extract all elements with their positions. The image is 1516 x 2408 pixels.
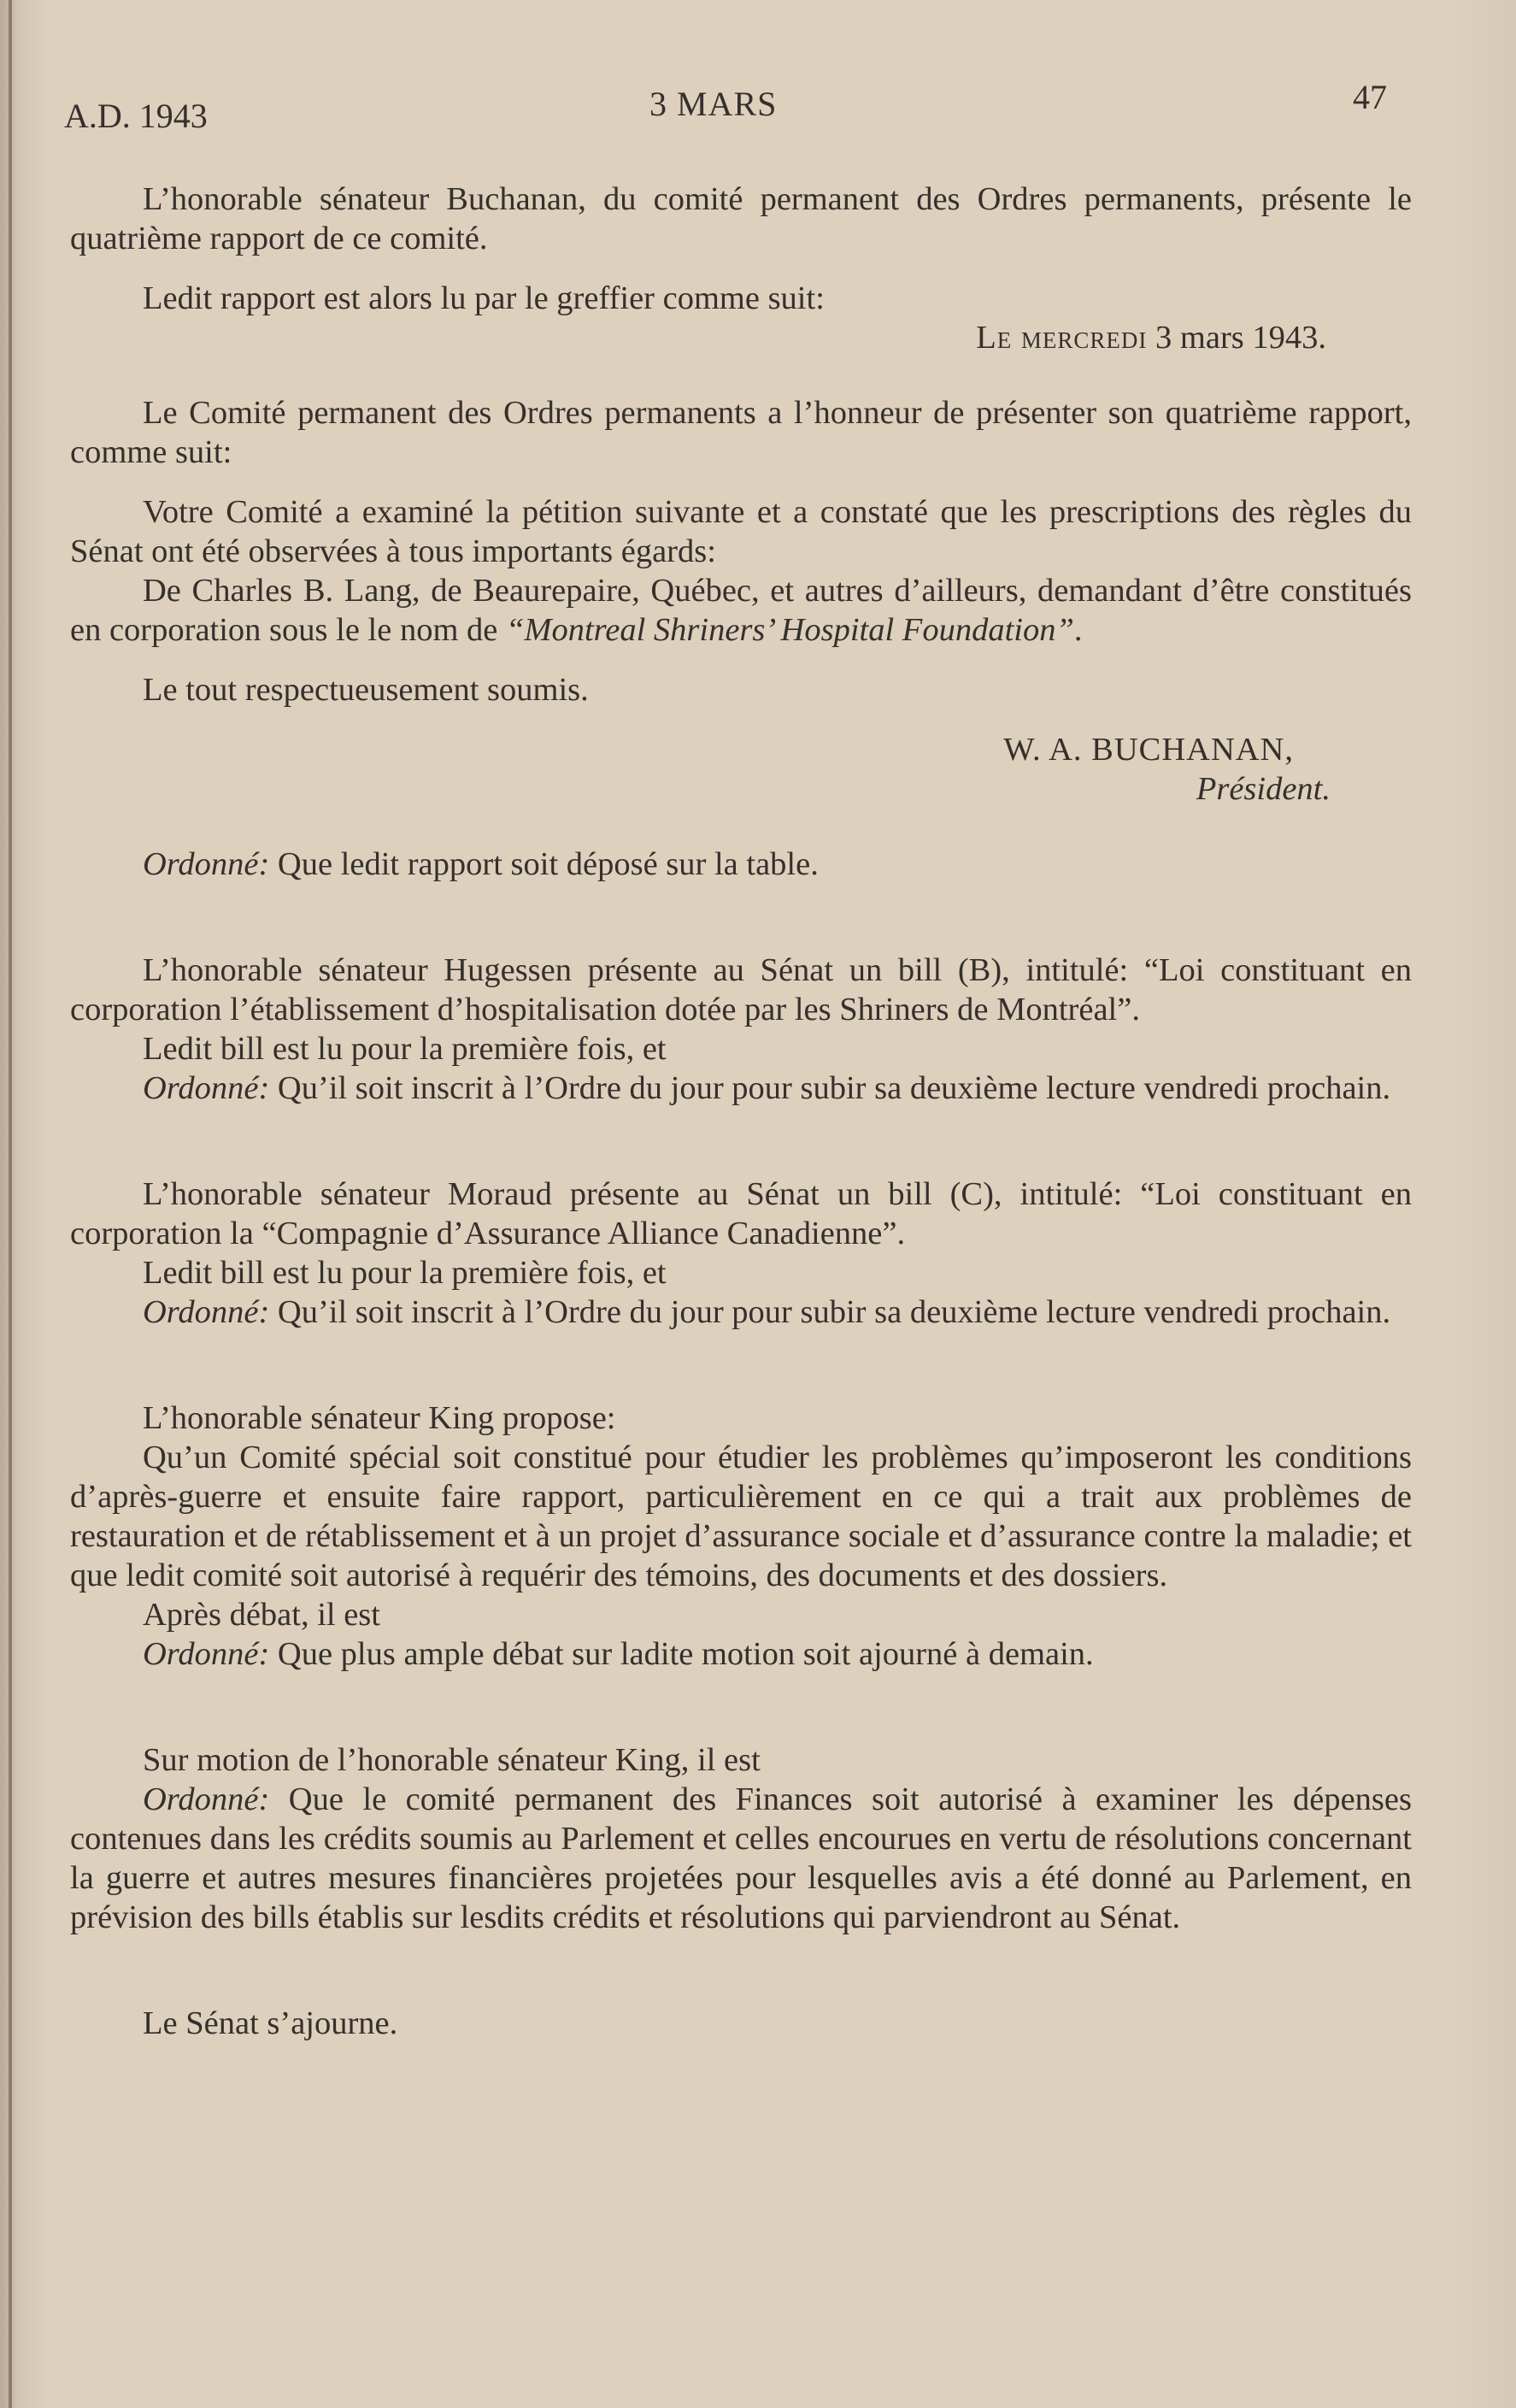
order-text: Que le comité permanent des Finances soit autorisé à examiner les dépenses contenues dans les crédits soumis au Parlement et celles encourues en vertu de résolutions concernant la guerre et autres mesures financières projetées pour lesquelles avis a été donné au Parlement, en prévision des bills établis sur lesdits crédits et résolutions qui parviendront au Sénat. xyxy=(70,1781,1412,1935)
report-read-line: Ledit rapport est alors lu par le greffier comme suit: xyxy=(143,280,825,316)
report-petition-end: . xyxy=(1073,612,1083,648)
report-paragraph-2: Votre Comité a examiné la pétition suivante et a constaté que les prescriptions des règles du Sénat ont été observées à tous importants égards: xyxy=(70,494,1412,569)
king-finance-intro: Sur motion de l’honorable sénateur King, il est xyxy=(143,1742,761,1778)
king-motion-intro: L’honorable sénateur King propose: xyxy=(143,1400,616,1436)
moraud-order xyxy=(70,1292,1412,1332)
signature-name: W. A. BUCHANAN, xyxy=(1003,732,1294,768)
order-label: Ordonné: xyxy=(143,1636,270,1672)
report-date-weekday: Le mercredi xyxy=(976,320,1148,356)
report-paragraph-1: Le Comité permanent des Ordres permanents a l’honneur de présenter son quatrième rapport, comme suit: xyxy=(70,395,1412,470)
king-finance-order xyxy=(70,1780,1412,1937)
king-motion-debate: Après débat, il est xyxy=(143,1597,380,1633)
page-number: 47 xyxy=(1353,78,1387,116)
header-date: 3 MARS xyxy=(649,85,778,123)
page-binding-edge xyxy=(9,0,12,2408)
order-label: Ordonné: xyxy=(143,1294,270,1330)
page-header xyxy=(0,77,1516,137)
header-year: A.D. 1943 xyxy=(64,97,208,135)
moraud-first-reading: Ledit bill est lu pour la première fois, et xyxy=(143,1255,667,1291)
order-label: Ordonné: xyxy=(143,1070,270,1106)
report-petition-text: De Charles B. Lang, de Beaurepaire, Québec, et autres d’ailleurs, demandant d’être constitués en corporation sous le le nom de xyxy=(70,573,1412,648)
hugessen-intro: L’honorable sénateur Hugessen présente au Sénat un bill (B), intitulé: “Loi constituant en corporation l’établissement d’hospitalisation dotée par les Shriners de Montréal”. xyxy=(70,952,1412,1027)
order-text: Qu’il soit inscrit à l’Ordre du jour pour subir sa deuxième lecture vendredi prochain. xyxy=(269,1070,1391,1106)
report-submitted: Le tout respectueusement soumis. xyxy=(143,672,589,708)
page-body xyxy=(70,180,1412,2043)
buchanan-intro: L’honorable sénateur Buchanan, du comité permanent des Ordres permanents, présente le quatrième rapport de ce comité. xyxy=(70,181,1412,256)
moraud-intro: L’honorable sénateur Moraud présente au Sénat un bill (C), intitulé: “Loi constituant en corporation la “Compagnie d’Assurance Alliance Canadienne”. xyxy=(70,1176,1412,1251)
report-date xyxy=(70,318,1412,357)
order-text: Qu’il soit inscrit à l’Ordre du jour pour subir sa deuxième lecture vendredi prochain. xyxy=(269,1294,1391,1330)
signature-title: Président. xyxy=(1196,771,1331,807)
order-label: Ordonné: xyxy=(143,846,270,882)
king-motion-text: Qu’un Comité spécial soit constitué pour étudier les problèmes qu’imposeront les conditions d’après-guerre et ensuite faire rapport, particulièrement en ce qui a trait aux problèmes de restauration et de rétablissement et à un projet d’assurance sociale et d’assurance contre la maladie; et que ledit comité soit autorisé à requérir des témoins, des documents et des dossiers. xyxy=(70,1440,1412,1593)
order-text: Que plus ample débat sur ladite motion soit ajourné à demain. xyxy=(269,1636,1094,1672)
hugessen-first-reading: Ledit bill est lu pour la première fois, et xyxy=(143,1031,667,1067)
order-text: Que ledit rapport soit déposé sur la table. xyxy=(269,846,819,882)
report-petition-name: “Montreal Shriners’ Hospital Foundation” xyxy=(506,612,1074,648)
buchanan-order xyxy=(70,845,1412,884)
report-date-value: 3 mars 1943. xyxy=(1155,320,1326,356)
senate-adjourns: Le Sénat s’ajourne. xyxy=(143,2005,398,2041)
king-motion-order xyxy=(70,1634,1412,1674)
report-paragraph-3 xyxy=(70,571,1412,650)
hugessen-order xyxy=(70,1069,1412,1108)
order-label: Ordonné: xyxy=(143,1781,270,1817)
